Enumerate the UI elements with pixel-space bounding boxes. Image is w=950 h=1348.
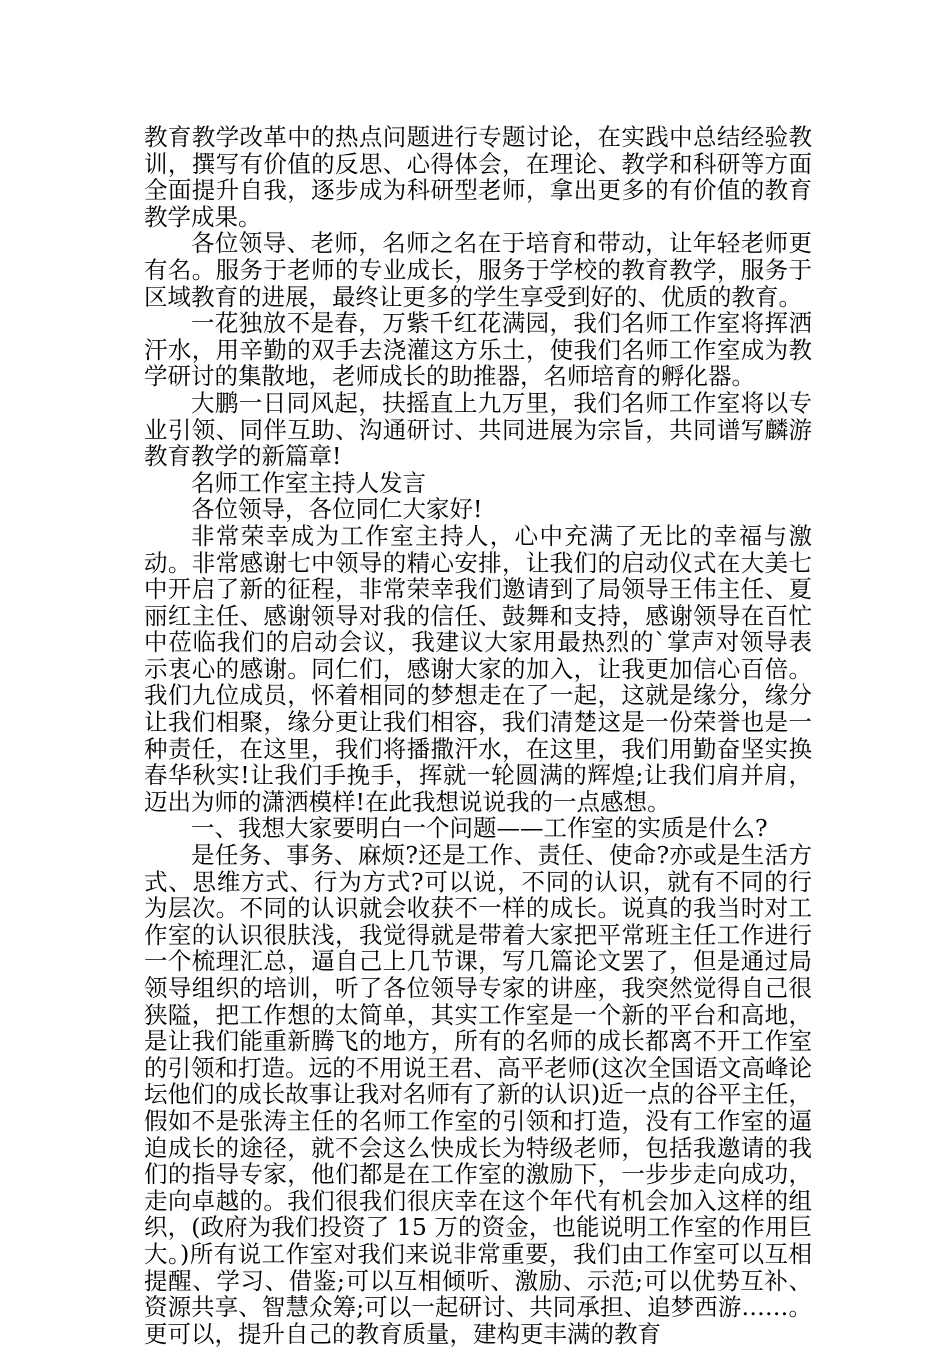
paragraph-spring-metaphor: 一花独放不是春，万紫千红花满园，我们名师工作室将挥洒汗水，用辛勤的双手去浇灌这方乐土，使我们名师工作室成为教学研讨的集散地，老师成长的助推器，名师培育的孵化器。 [144, 309, 812, 391]
subheading-question-one: 一、我想大家要明白一个问题——工作室的实质是什么? [191, 814, 768, 843]
paragraph-teacher-growth: 各位领导、老师，名师之名在于培育和带动，让年轻老师更有名。服务于老师的专业成长，服务于学校的教育教学，服务于区域教育的进展，最终让更多的学生享受到好的、优质的教育。 [144, 229, 812, 311]
paragraph-new-chapter: 大鹏一日同风起，扶摇直上九万里，我们名师工作室将以专业引领、同伴互助、沟通研讨、共同进展为宗旨，共同谱写麟游教育教学的新篇章! [144, 388, 812, 471]
document-body [144, 124, 812, 1347]
greeting: 各位领导，各位同仁大家好! [191, 495, 483, 524]
paragraph-host-honor: 非常荣幸成为工作室主持人，心中充满了无比的幸福与激动。非常感谢七中领导的精心安排，让我们的启动仪式在大美七中开启了新的征程，非常荣幸我们邀请到了局领导王伟主任、夏丽红主任、感谢领导对我的信任、鼓舞和支持，感谢领导在百忙中莅临我们的启动会议，我建议大家用最热烈的`掌声对领导表示衷心的感谢。同仁们，感谢大家的加入，让我更加信心百倍。我们九位成员，怀着相同的梦想走在了一起，这就是缘分，缘分让我们相聚，缘分更让我们相容，我们清楚这是一份荣誉也是一种责任，在这里，我们将播撒汗水，在这里，我们用勤奋坚实换春华秋实!让我们手挽手，挥就一轮圆满的辉煌;让我们肩并肩，迈出为师的潇洒模样!在此我想说说我的一点感想。 [144, 521, 812, 816]
paragraph-continued: 教育教学改革中的热点问题进行专题讨论，在实践中总结经验教训，撰写有价值的反思、心得体会，在理论、教学和科研等方面全面提升自我，逐步成为科研型老师，拿出更多的有价值的教育教学成果。 [144, 123, 812, 231]
paragraph-studio-essence: 是任务、事务、麻烦?还是工作、责任、使命?亦或是生活方式、思维方式、行为方式?可以说，不同的认识，就有不同的行为层次。不同的认识就会收获不一样的成长。说真的我当时对工作室的认识很肤浅，我觉得就是带着大家把平常班主任工作进行一个梳理汇总，逼自己上几节课，写几篇论文罢了，但是通过局领导组织的培训，听了各位领导专家的讲座，我突然觉得自己很狭隘，把工作想的太简单，其实工作室是一个新的平台和高地，是让我们能重新腾飞的地方，所有的名师的成长都离不开工作室的引领和打造。远的不用说王君、高平老师(这次全国语文高峰论坛他们的成长故事让我对名师有了新的认识)近一点的谷平主任，假如不是张涛主任的名师工作室的引领和打造，没有工作室的逼迫成长的途径，就不会这么快成长为特级老师，包括我邀请的我们的指导专家，他们都是在工作室的激励下，一步步走向成功，走向卓越的。我们很我们很庆幸在这个年代有机会加入这样的组织，(政府为我们投资了 15 万的资金，也能说明工作室的作用巨大。)所有说工作室对我们来说非常重要，我们由工作室可以互相提醒、学习、借鉴;可以互相倾听、激励、示范;可以优势互补、资源共享、智慧众筹;可以一起研讨、共同承担、追梦西游……。更可以，提升自己的教育质量，建构更丰满的教育 [144, 841, 812, 1348]
section-heading-host-speech: 名师工作室主持人发言 [191, 468, 426, 497]
